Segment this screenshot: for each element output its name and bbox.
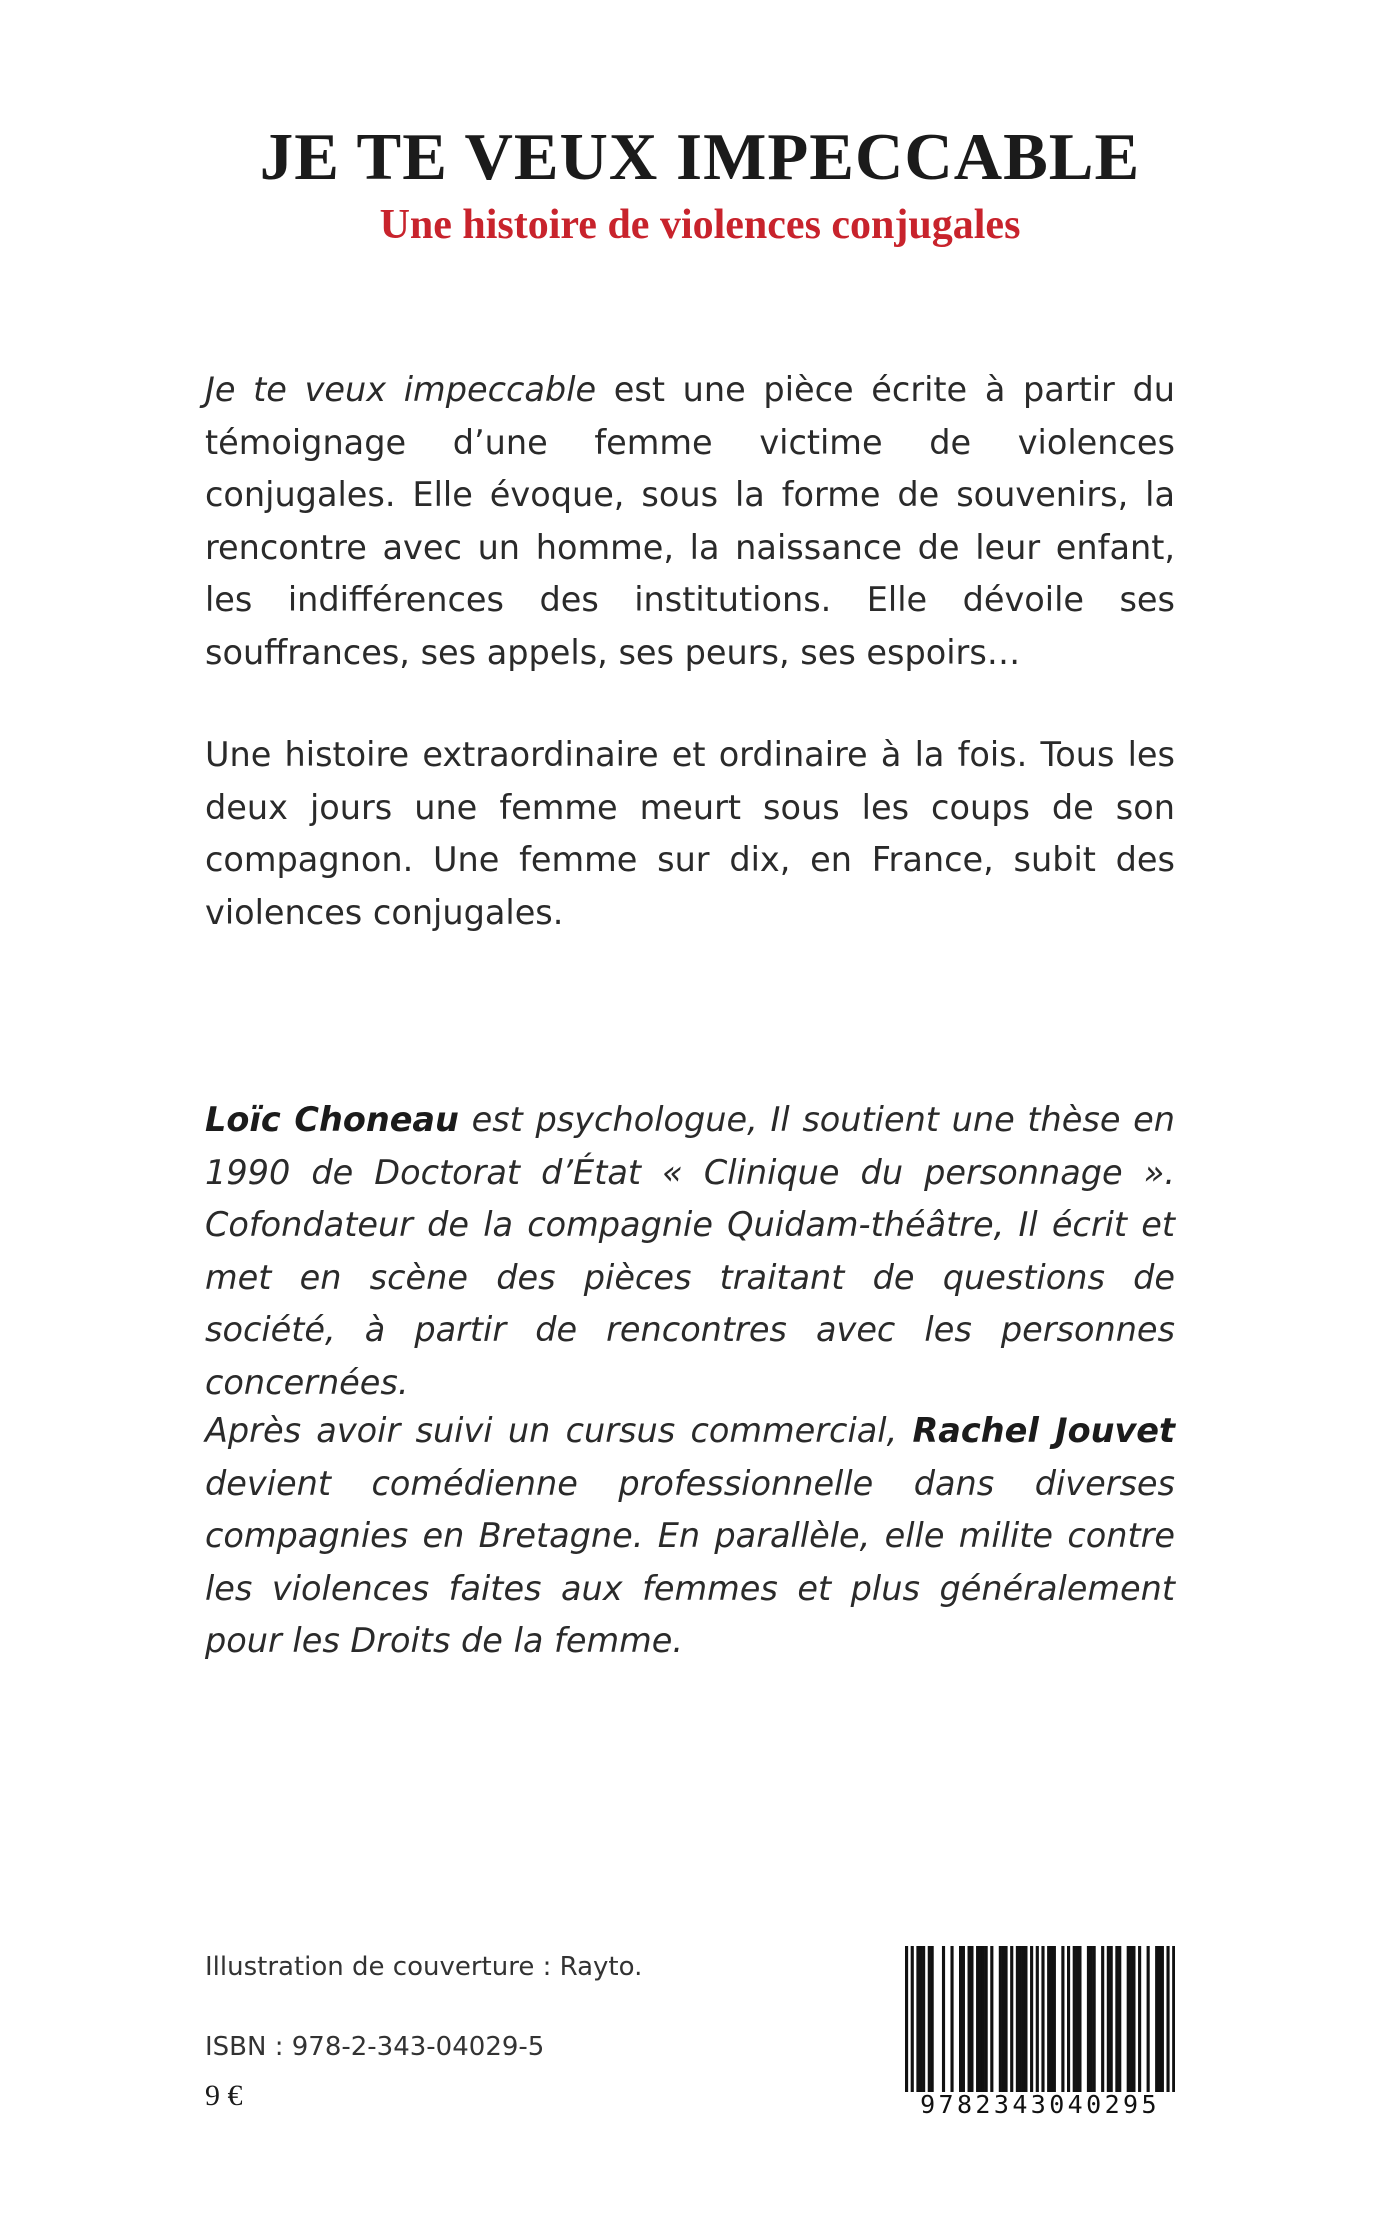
barcode-bar [985,1946,988,2096]
barcode-bar [1004,1946,1007,2096]
barcode-bar [1130,1946,1133,2096]
barcode-bar [962,1946,965,2096]
barcode-bar [1172,1946,1175,2096]
barcode-bar [1138,1946,1141,2096]
barcode-bar [1076,1946,1079,2096]
author-bio-2-intro: Après avoir suivi un cursus commercial, [205,1411,913,1450]
barcode-bar [1053,1946,1056,2096]
barcode-bar [1087,1946,1090,2096]
barcode-bars-icon [905,1946,1175,2096]
barcode-bar [982,1946,985,2096]
price-label: 9 € [205,2079,243,2112]
barcode-bar [1118,1946,1121,2096]
author-bio-1 [205,1094,1175,1409]
barcode-bar [1022,1946,1025,2096]
author-name-rachel-jouvet: Rachel Jouvet [912,1411,1176,1450]
barcode-bar [1036,1946,1039,2096]
barcode-bar [1061,1946,1064,2096]
isbn-barcode [905,1946,1175,2132]
cover-illustration-credit: Illustration de couverture : Rayto. [205,1952,643,1982]
blurb-title-italic: Je te veux impeccable [205,370,597,409]
barcode-bar [1166,1946,1169,2096]
barcode-bar [959,1946,962,2096]
barcode-bar [928,1946,931,2096]
barcode-bar [1078,1946,1081,2096]
blurb-paragraph-2: Une histoire extraordinaire et ordinaire à la fois. Tous les deux jours une femme meurt sous les coups de son compagnon. Une femme sur dix, en France, subit des violences conjugales. [205,735,1175,932]
barcode-bar [1047,1946,1050,2096]
barcode-bar [1147,1946,1150,2096]
blurb-paragraph-1 [205,364,1175,679]
author-bio-2 [205,1405,1175,1668]
author-name-loic-choneau: Loïc Choneau [205,1100,459,1139]
author-bio-2-text: devient comédienne professionnelle dans diverses compagnies en Bretagne. En parallèle, elle milite contre les violences faites aux femmes et plus généralement pour les Droits de la femme. [205,1463,1175,1660]
barcode-bar [1093,1946,1096,2096]
barcode-bar [976,1946,979,2096]
barcode-bar [1158,1946,1161,2096]
barcode-bar [1024,1946,1027,2096]
blurb-text-1: est une pièce écrite à partir du témoignage d’une femme victime de violences conjugales. Elle évoque, sous la forme de souvenirs, la rencontre avec un homme, la naissance de leur enfant, les indifférences des institutions. Elle dévoile ses souffrances, ses appels, ses peurs, ses espoirs… [205,370,1175,672]
barcode-digits: 9782343040295 [905,2092,1175,2117]
barcode-bar [1010,1946,1013,2096]
barcode-bar [1132,1946,1135,2096]
barcode-bar [1107,1946,1110,2096]
barcode-bar [1115,1946,1118,2096]
book-title: JE TE VEUX IMPECCABLE [259,120,1141,194]
barcode-bar [999,1946,1002,2096]
barcode-bar [1030,1946,1033,2096]
barcode-bar [922,1946,925,2096]
barcode-bar [919,1946,922,2096]
barcode-bar [942,1946,945,2096]
barcode-bar [950,1946,953,2096]
book-subtitle: Une histoire de violences conjugales [379,202,1021,248]
barcode-bar [1041,1946,1044,2096]
barcode-bar [1002,1946,1005,2096]
barcode-bar [1050,1946,1053,2096]
barcode-bar [968,1946,971,2096]
barcode-bar [916,1946,919,2096]
barcode-bar [1067,1946,1070,2096]
barcode-bar [1101,1946,1104,2096]
barcode-bar [905,1946,908,2096]
barcode-bar [1016,1946,1019,2096]
barcode-bar [970,1946,973,2096]
barcode-bar [990,1946,993,2096]
barcode-bar [1127,1946,1130,2096]
barcode-bar [1161,1946,1164,2096]
isbn-number: ISBN : 978-2-343-04029-5 [205,2032,545,2062]
barcode-bar [1090,1946,1093,2096]
barcode-bar [931,1946,934,2096]
author-bio-1-text: est psychologue, Il soutient une thèse en 1990 de Doctorat d’État « Clinique du personnage ». Cofondateur de la compagnie Quidam-théâtre, Il écrit et met en scène des pièces traitant de questions de société, à partir de rencontres avec les personnes concernées. [205,1100,1176,1402]
barcode-bar [911,1946,914,2096]
barcode-bar [1110,1946,1113,2096]
barcode-bar [1019,1946,1022,2096]
barcode-bar [1073,1946,1076,2096]
barcode-bar [979,1946,982,2096]
barcode-bar [1155,1946,1158,2096]
